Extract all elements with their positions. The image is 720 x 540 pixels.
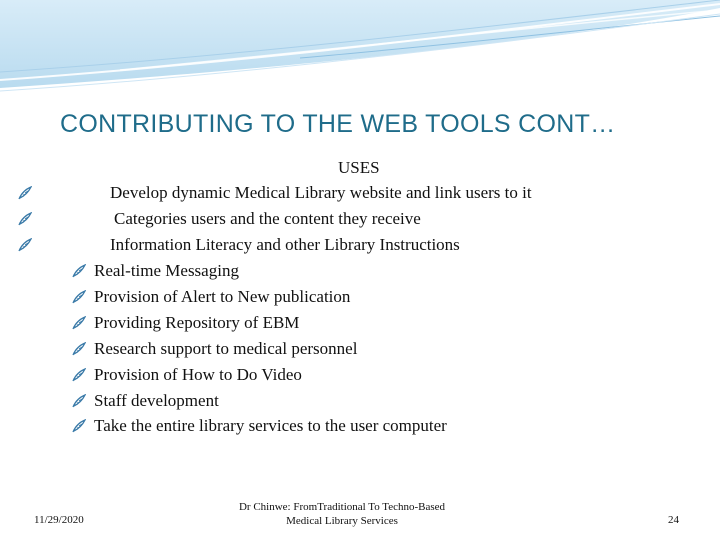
uses-list-item-label: Provision of How to Do Video [94,364,302,384]
feather-bullet-icon [72,394,86,408]
feather-bullet-icon [72,419,86,433]
uses-list-item-label: Categories users and the content they receive [114,209,421,228]
feather-bullet-icon [72,316,86,330]
uses-list-item-label: Staff development [94,390,219,410]
feather-bullet-icon [72,264,86,278]
footer-date: 11/29/2020 [34,514,84,526]
uses-list-item [72,416,447,436]
uses-list-item [72,261,239,281]
feather-bullet-icon [18,238,32,252]
uses-list-item-label: Research support to medical personnel [94,338,358,358]
uses-list-item [72,287,350,307]
subheading: USES [338,158,380,177]
uses-list-item [72,339,357,359]
feather-bullet-icon [18,186,32,200]
uses-list-item-label: Information Literacy and other Library Instructions [110,235,460,254]
uses-list-item [18,183,532,203]
uses-list-item-label: Develop dynamic Medical Library website and link users to it [110,183,532,202]
uses-list-item-label: Provision of Alert to New publication [94,286,351,306]
slide-title: CONTRIBUTING TO THE WEB TOOLS CONT… [60,110,616,138]
uses-list-item [18,209,421,229]
footer-author-line2: Medical Library Services [286,515,398,527]
feather-bullet-icon [18,212,32,226]
feather-bullet-icon [72,290,86,304]
uses-list-item [72,391,219,411]
footer-author [192,500,492,528]
feather-bullet-icon [72,342,86,356]
footer-author-line1: Dr Chinwe: FromTraditional To Techno-Based [238,501,446,513]
uses-list-item-label: Take the entire library services to the user computer [94,416,447,436]
uses-list-item-label: Providing Repository of EBM [94,312,300,332]
page-number: 24 [668,514,679,526]
uses-list-item-label: Real-time Messaging [94,261,239,280]
uses-list-item [18,235,460,255]
uses-list-item [72,365,302,385]
feather-bullet-icon [72,368,86,382]
uses-list-item [72,313,299,333]
